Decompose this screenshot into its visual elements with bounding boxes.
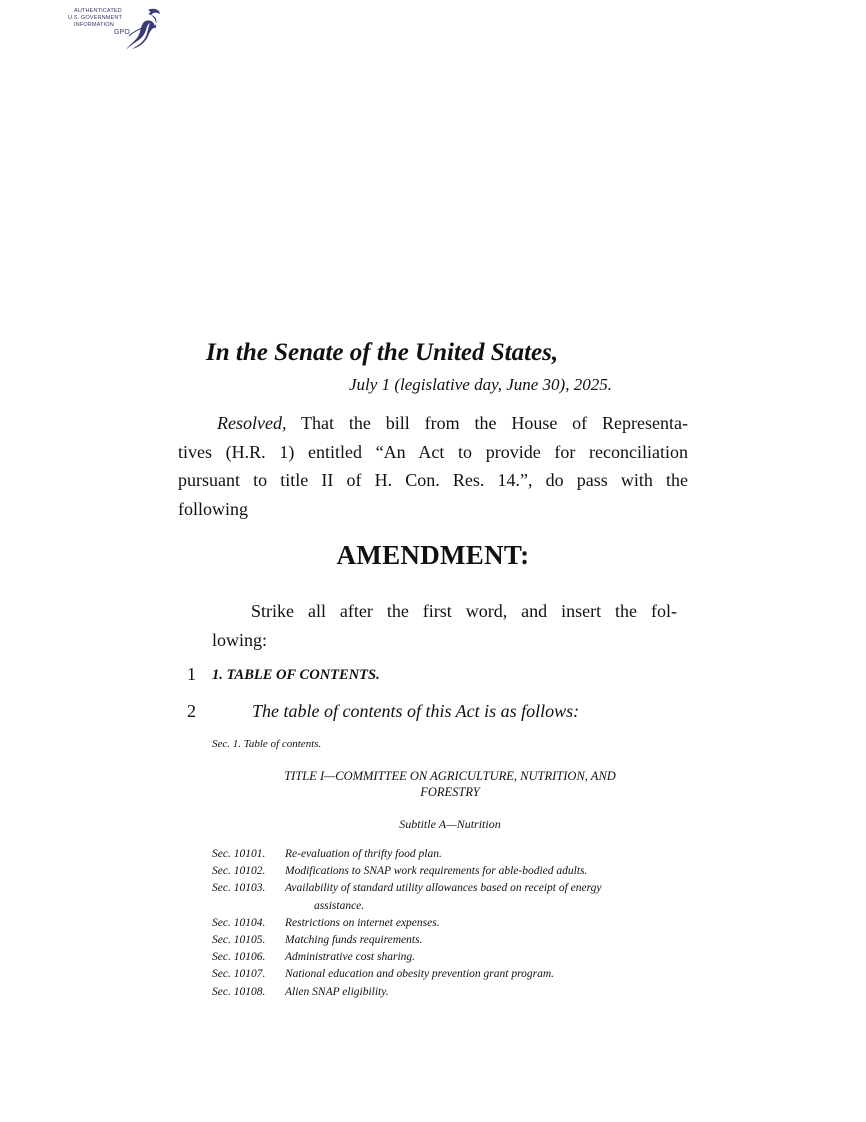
toc-subtitle-heading: Subtitle A—Nutrition — [399, 817, 501, 831]
seal-text-authenticated: AUTHENTICATED — [74, 8, 122, 14]
toc-entry-title: Matching funds requirements. — [285, 934, 423, 947]
toc-list — [212, 846, 688, 1001]
toc-entry — [212, 846, 688, 863]
toc-entry-number: Sec. 10107. — [212, 968, 266, 981]
toc-title-line-2: FORESTRY — [420, 785, 480, 799]
toc-entry-number: Sec. 10105. — [212, 934, 266, 947]
seal-text-information: INFORMATION — [74, 22, 114, 28]
seal-text-gpo: GPO — [114, 29, 130, 36]
strike-line-1: Strike all after the first word, and insert the fol- — [251, 601, 677, 621]
senate-title: In the Senate of the United States, — [206, 339, 559, 366]
toc-entry-sec-1: Sec. 1. Table of contents. — [212, 738, 322, 750]
toc-entry-title: National education and obesity prevention grant program. — [285, 968, 555, 981]
resolution-line-1-rest: That the bill from the House of Representa- — [286, 413, 688, 433]
resolution-paragraph — [178, 409, 688, 523]
section-heading: 1. TABLE OF CONTENTS. — [212, 667, 380, 683]
toc-entry-title: Alien SNAP eligibility. — [285, 985, 389, 998]
toc-entry-number: Sec. 10101. — [212, 848, 266, 860]
toc-entry-title-text: Availability of standard utility allowances based on receipt of energy — [285, 882, 602, 895]
toc-entry-number: Sec. 10108. — [212, 985, 266, 998]
line-number-1: 1 — [187, 664, 196, 684]
line-number-2: 2 — [187, 701, 196, 721]
seal-text-government: U.S. GOVERNMENT — [68, 15, 123, 21]
toc-entry-title: Modifications to SNAP work requirements for able-bodied adults. — [285, 865, 588, 878]
toc-entry — [212, 863, 688, 880]
toc-entry — [212, 880, 688, 914]
toc-entry — [212, 932, 688, 949]
toc-entry — [212, 915, 688, 932]
toc-intro: The table of contents of this Act is as follows: — [252, 701, 580, 721]
resolution-line-3: pursuant to title II of H. Con. Res. 14.”, do pass with the — [178, 470, 688, 490]
toc-entry — [212, 966, 688, 983]
toc-title-line-1: TITLE I—COMMITTEE ON AGRICULTURE, NUTRITION, AND — [284, 769, 616, 783]
resolution-line-4: following — [178, 498, 248, 519]
legislative-date: July 1 (legislative day, June 30), 2025. — [349, 375, 612, 394]
amendment-heading: AMENDMENT: — [336, 540, 530, 570]
toc-entry-title-continuation: assistance. — [314, 899, 365, 912]
toc-entry-number: Sec. 10104. — [212, 916, 266, 929]
toc-entry-title: Restrictions on internet expenses. — [285, 916, 440, 929]
toc-entry-title: Re-evaluation of thrifty food plan. — [285, 848, 442, 860]
resolution-line-2: tives (H.R. 1) entitled “An Act to provide for reconciliation — [178, 441, 688, 462]
resolution-line-1 — [178, 409, 688, 438]
strike-instruction — [212, 597, 677, 654]
toc-entry-number: Sec. 10102. — [212, 865, 266, 878]
toc-entry — [212, 984, 688, 1001]
toc-entry-title — [285, 880, 602, 914]
gpo-authentication-seal — [66, 6, 166, 54]
strike-line-2: lowing: — [212, 629, 268, 650]
toc-entry-number: Sec. 10106. — [212, 951, 266, 964]
toc-entry — [212, 949, 688, 966]
eagle-icon — [124, 6, 164, 52]
toc-entry-number: Sec. 10103. — [212, 882, 266, 895]
toc-title-heading — [212, 768, 688, 800]
toc-entry-title: Administrative cost sharing. — [285, 951, 416, 964]
resolved-lead-word: Resolved, — [217, 413, 287, 433]
